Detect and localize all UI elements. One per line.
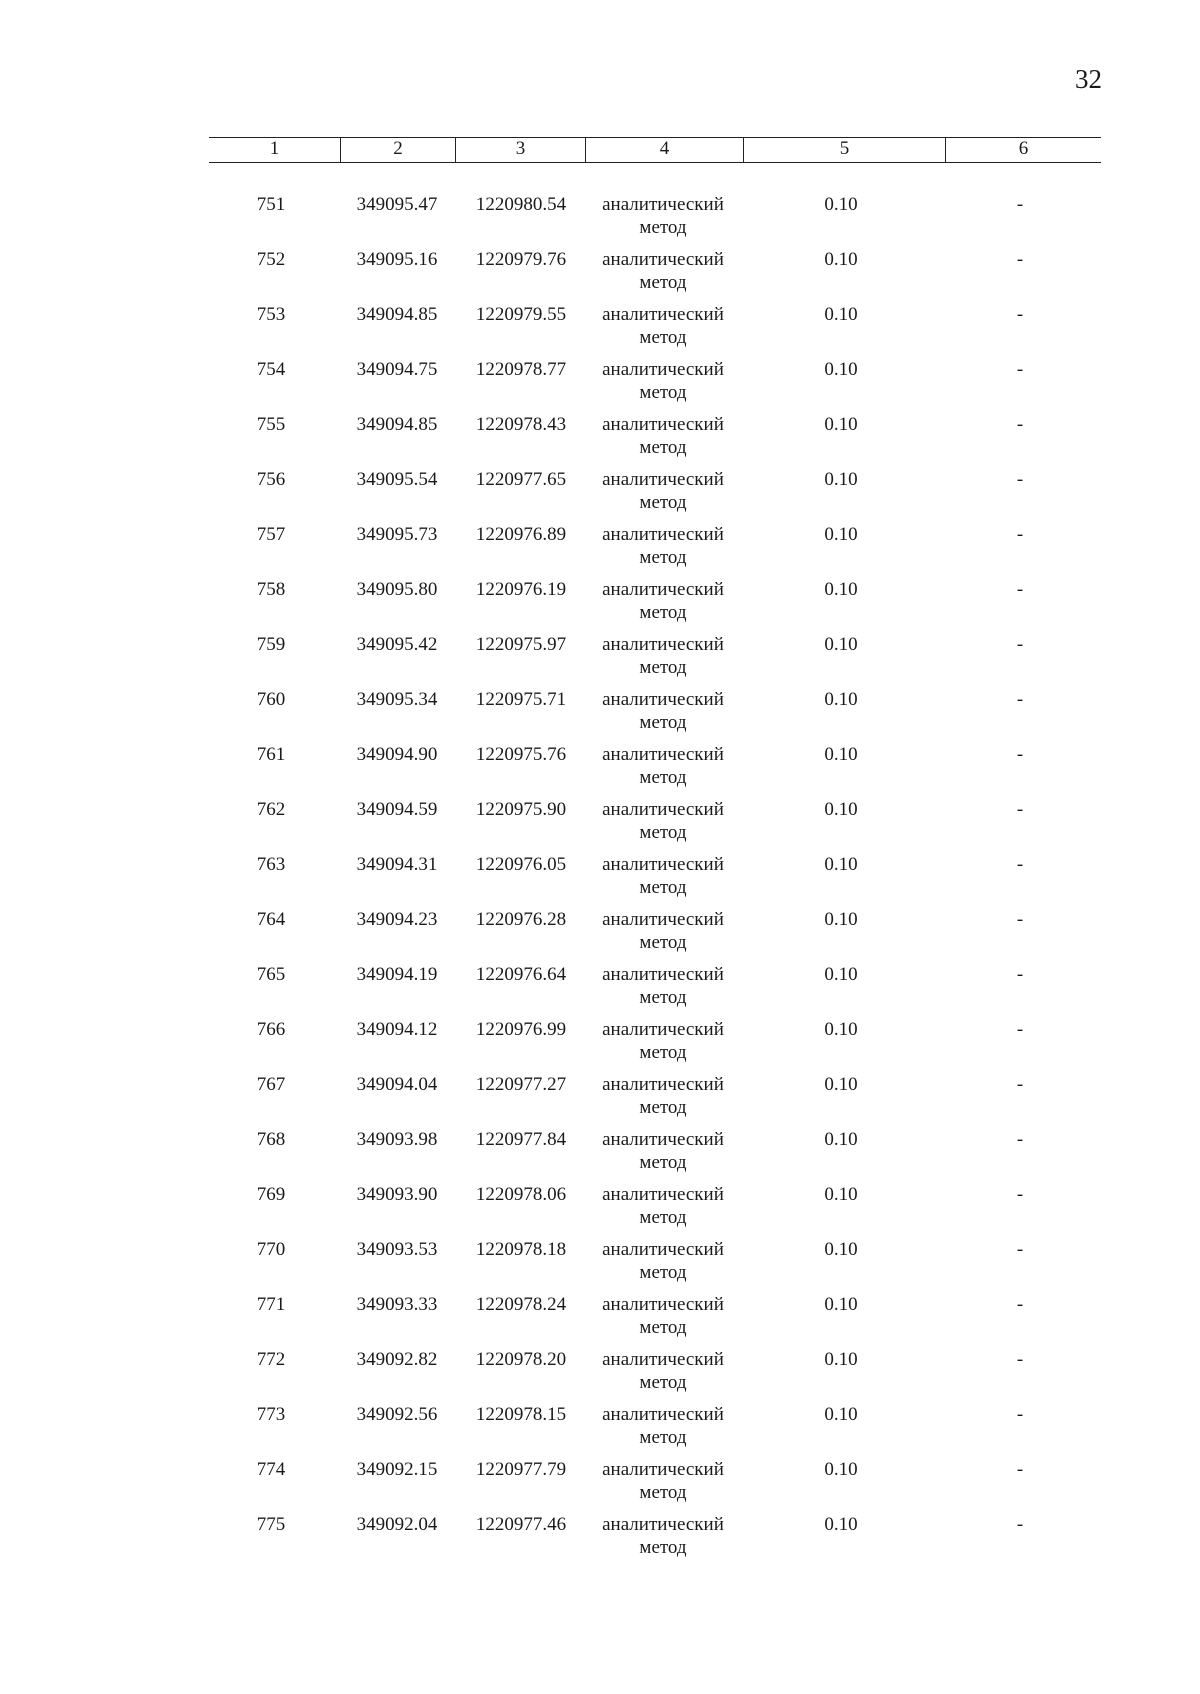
method-cell — [590, 798, 736, 844]
method-line-2: метод — [639, 327, 687, 348]
coordinate-y: 1220976.99 — [475, 1019, 567, 1040]
accuracy-value: 0.10 — [824, 414, 858, 435]
point-number: 767 — [256, 1074, 286, 1095]
accuracy-value: 0.10 — [824, 1074, 858, 1095]
method-line-2: метод — [639, 1372, 687, 1393]
empty-value-dash: - — [1016, 524, 1024, 545]
coordinate-y: 1220975.90 — [475, 799, 567, 820]
column-header-6: 6 — [1018, 138, 1029, 159]
empty-value-dash: - — [1016, 744, 1024, 765]
coordinate-y: 1220977.79 — [475, 1459, 567, 1480]
method-line-1: аналитический — [602, 964, 724, 985]
point-number: 758 — [256, 579, 286, 600]
accuracy-value: 0.10 — [824, 1184, 858, 1205]
accuracy-value: 0.10 — [824, 304, 858, 325]
table-row — [0, 303, 1200, 358]
empty-value-dash: - — [1016, 634, 1024, 655]
table-row — [0, 963, 1200, 1018]
accuracy-value: 0.10 — [824, 854, 858, 875]
empty-value-dash: - — [1016, 1129, 1024, 1150]
method-line-1: аналитический — [602, 524, 724, 545]
accuracy-value: 0.10 — [824, 634, 858, 655]
accuracy-value: 0.10 — [824, 1239, 858, 1260]
empty-value-dash: - — [1016, 1294, 1024, 1315]
coordinate-x: 349094.75 — [356, 359, 438, 380]
point-number: 766 — [256, 1019, 286, 1040]
empty-value-dash: - — [1016, 359, 1024, 380]
coordinate-x: 349093.90 — [356, 1184, 438, 1205]
method-line-2: метод — [639, 767, 687, 788]
accuracy-value: 0.10 — [824, 1294, 858, 1315]
column-header-2: 2 — [393, 138, 403, 159]
table-row — [0, 1458, 1200, 1513]
empty-value-dash: - — [1016, 854, 1024, 875]
table-row — [0, 1513, 1200, 1568]
coordinate-x: 349092.15 — [356, 1459, 438, 1480]
table-row — [0, 248, 1200, 303]
method-cell — [590, 468, 736, 514]
method-line-1: аналитический — [602, 689, 724, 710]
method-line-1: аналитический — [602, 1514, 724, 1535]
method-cell — [590, 248, 736, 294]
table-row — [0, 1238, 1200, 1293]
column-header-4: 4 — [659, 138, 670, 159]
method-line-2: метод — [639, 932, 687, 953]
method-cell — [590, 1183, 736, 1229]
method-line-2: метод — [639, 987, 687, 1008]
empty-value-dash: - — [1016, 414, 1024, 435]
empty-value-dash: - — [1016, 1459, 1024, 1480]
method-line-1: аналитический — [602, 744, 724, 765]
coordinate-y: 1220978.77 — [475, 359, 567, 380]
method-cell — [590, 1238, 736, 1284]
method-line-2: метод — [639, 437, 687, 458]
table-row — [0, 358, 1200, 413]
coordinate-y: 1220976.89 — [475, 524, 567, 545]
empty-value-dash: - — [1016, 964, 1024, 985]
accuracy-value: 0.10 — [824, 1129, 858, 1150]
point-number: 774 — [256, 1459, 286, 1480]
method-line-2: метод — [639, 492, 687, 513]
page-number: 32 — [1075, 64, 1102, 94]
coordinate-x: 349092.56 — [356, 1404, 438, 1425]
table-row — [0, 743, 1200, 798]
method-line-2: метод — [639, 657, 687, 678]
method-line-1: аналитический — [602, 634, 724, 655]
method-line-2: метод — [639, 1262, 687, 1283]
method-line-2: метод — [639, 822, 687, 843]
point-number: 759 — [256, 634, 286, 655]
table-row — [0, 633, 1200, 688]
accuracy-value: 0.10 — [824, 689, 858, 710]
method-cell — [590, 193, 736, 239]
method-cell — [590, 1018, 736, 1064]
empty-value-dash: - — [1016, 1019, 1024, 1040]
point-number: 752 — [256, 249, 286, 270]
empty-value-dash: - — [1016, 194, 1024, 215]
coordinate-y: 1220978.24 — [475, 1294, 567, 1315]
point-number: 756 — [256, 469, 286, 490]
coordinate-y: 1220976.28 — [475, 909, 567, 930]
table-row — [0, 523, 1200, 578]
table-row — [0, 1128, 1200, 1183]
point-number: 770 — [256, 1239, 286, 1260]
method-line-1: аналитический — [602, 909, 724, 930]
table-row — [0, 853, 1200, 908]
coordinate-y: 1220976.64 — [475, 964, 567, 985]
method-line-1: аналитический — [602, 359, 724, 380]
coordinate-x: 349094.59 — [356, 799, 438, 820]
table-row — [0, 1348, 1200, 1403]
point-number: 754 — [256, 359, 286, 380]
method-cell — [590, 1348, 736, 1394]
point-number: 751 — [256, 194, 286, 215]
table-row — [0, 413, 1200, 468]
method-line-1: аналитический — [602, 854, 724, 875]
coordinate-x: 349095.16 — [356, 249, 438, 270]
method-cell — [590, 1513, 736, 1559]
coordinate-y: 1220980.54 — [475, 194, 567, 215]
column-header-5: 5 — [839, 138, 850, 159]
table-row — [0, 798, 1200, 853]
column-header-1: 1 — [269, 138, 280, 159]
empty-value-dash: - — [1016, 1239, 1024, 1260]
method-line-2: метод — [639, 1537, 687, 1558]
accuracy-value: 0.10 — [824, 799, 858, 820]
table-row — [0, 468, 1200, 523]
coordinate-y: 1220977.46 — [475, 1514, 567, 1535]
method-line-1: аналитический — [602, 469, 724, 490]
method-cell — [590, 963, 736, 1009]
accuracy-value: 0.10 — [824, 524, 858, 545]
point-number: 771 — [256, 1294, 286, 1315]
method-line-1: аналитический — [602, 799, 724, 820]
empty-value-dash: - — [1016, 1184, 1024, 1205]
coordinate-x: 349095.47 — [356, 194, 438, 215]
table-row — [0, 1183, 1200, 1238]
coordinate-x: 349093.98 — [356, 1129, 438, 1150]
method-cell — [590, 358, 736, 404]
method-line-2: метод — [639, 602, 687, 623]
method-line-1: аналитический — [602, 414, 724, 435]
method-cell — [590, 578, 736, 624]
coordinate-y: 1220978.43 — [475, 414, 567, 435]
coordinate-y: 1220979.55 — [475, 304, 567, 325]
method-line-1: аналитический — [602, 1349, 724, 1370]
empty-value-dash: - — [1016, 799, 1024, 820]
accuracy-value: 0.10 — [824, 1019, 858, 1040]
point-number: 764 — [256, 909, 286, 930]
empty-value-dash: - — [1016, 1349, 1024, 1370]
method-line-2: метод — [639, 1207, 687, 1228]
coordinate-x: 349093.33 — [356, 1294, 438, 1315]
method-line-2: метод — [639, 1482, 687, 1503]
point-number: 761 — [256, 744, 286, 765]
table-row — [0, 1403, 1200, 1458]
accuracy-value: 0.10 — [824, 1349, 858, 1370]
table-row — [0, 578, 1200, 633]
method-line-1: аналитический — [602, 304, 724, 325]
method-line-1: аналитический — [602, 1294, 724, 1315]
method-line-2: метод — [639, 217, 687, 238]
accuracy-value: 0.10 — [824, 1404, 858, 1425]
method-cell — [590, 633, 736, 679]
method-cell — [590, 303, 736, 349]
table-row — [0, 908, 1200, 963]
method-line-1: аналитический — [602, 1459, 724, 1480]
coordinate-x: 349094.31 — [356, 854, 438, 875]
empty-value-dash: - — [1016, 1514, 1024, 1535]
method-cell — [590, 413, 736, 459]
coordinate-y: 1220977.84 — [475, 1129, 567, 1150]
method-cell — [590, 688, 736, 734]
accuracy-value: 0.10 — [824, 249, 858, 270]
method-line-1: аналитический — [602, 1184, 724, 1205]
method-line-1: аналитический — [602, 1404, 724, 1425]
method-line-2: метод — [639, 1317, 687, 1338]
method-line-2: метод — [639, 712, 687, 733]
accuracy-value: 0.10 — [824, 964, 858, 985]
coordinate-x: 349094.12 — [356, 1019, 438, 1040]
method-line-1: аналитический — [602, 1239, 724, 1260]
coordinate-y: 1220978.18 — [475, 1239, 567, 1260]
method-cell — [590, 1293, 736, 1339]
accuracy-value: 0.10 — [824, 579, 858, 600]
point-number: 763 — [256, 854, 286, 875]
coordinate-y: 1220976.05 — [475, 854, 567, 875]
method-cell — [590, 853, 736, 899]
column-header-3: 3 — [515, 138, 526, 159]
method-cell — [590, 1403, 736, 1449]
coordinate-x: 349094.23 — [356, 909, 438, 930]
table-row — [0, 1293, 1200, 1348]
accuracy-value: 0.10 — [824, 359, 858, 380]
coordinate-x: 349094.90 — [356, 744, 438, 765]
accuracy-value: 0.10 — [824, 744, 858, 765]
coordinate-x: 349095.54 — [356, 469, 438, 490]
accuracy-value: 0.10 — [824, 469, 858, 490]
point-number: 775 — [256, 1514, 286, 1535]
coordinate-y: 1220977.65 — [475, 469, 567, 490]
coordinate-y: 1220976.19 — [475, 579, 567, 600]
point-number: 772 — [256, 1349, 286, 1370]
point-number: 755 — [256, 414, 286, 435]
point-number: 757 — [256, 524, 286, 545]
method-line-2: метод — [639, 547, 687, 568]
method-line-2: метод — [639, 1042, 687, 1063]
table-row — [0, 688, 1200, 743]
method-line-1: аналитический — [602, 1074, 724, 1095]
coordinate-y: 1220977.27 — [475, 1074, 567, 1095]
coordinate-x: 349093.53 — [356, 1239, 438, 1260]
method-line-1: аналитический — [602, 579, 724, 600]
table-row — [0, 1018, 1200, 1073]
coordinate-x: 349094.04 — [356, 1074, 438, 1095]
coordinate-x: 349092.82 — [356, 1349, 438, 1370]
empty-value-dash: - — [1016, 1074, 1024, 1095]
empty-value-dash: - — [1016, 689, 1024, 710]
method-line-2: метод — [639, 272, 687, 293]
method-line-1: аналитический — [602, 1019, 724, 1040]
coordinate-x: 349095.73 — [356, 524, 438, 545]
method-cell — [590, 523, 736, 569]
coordinate-y: 1220978.15 — [475, 1404, 567, 1425]
accuracy-value: 0.10 — [824, 1459, 858, 1480]
point-number: 769 — [256, 1184, 286, 1205]
point-number: 773 — [256, 1404, 286, 1425]
method-line-2: метод — [639, 1152, 687, 1173]
method-cell — [590, 908, 736, 954]
empty-value-dash: - — [1016, 909, 1024, 930]
coordinate-x: 349094.85 — [356, 414, 438, 435]
coordinate-x: 349095.34 — [356, 689, 438, 710]
coordinate-y: 1220975.71 — [475, 689, 567, 710]
empty-value-dash: - — [1016, 304, 1024, 325]
accuracy-value: 0.10 — [824, 909, 858, 930]
accuracy-value: 0.10 — [824, 194, 858, 215]
method-cell — [590, 1458, 736, 1504]
method-cell — [590, 1073, 736, 1119]
coordinate-x: 349094.19 — [356, 964, 438, 985]
table-row — [0, 193, 1200, 248]
coordinate-y: 1220978.20 — [475, 1349, 567, 1370]
coordinate-x: 349094.85 — [356, 304, 438, 325]
method-line-1: аналитический — [602, 194, 724, 215]
table-row — [0, 1073, 1200, 1128]
coordinate-y: 1220978.06 — [475, 1184, 567, 1205]
empty-value-dash: - — [1016, 249, 1024, 270]
method-line-1: аналитический — [602, 1129, 724, 1150]
point-number: 768 — [256, 1129, 286, 1150]
method-cell — [590, 743, 736, 789]
point-number: 765 — [256, 964, 286, 985]
empty-value-dash: - — [1016, 469, 1024, 490]
point-number: 760 — [256, 689, 286, 710]
method-line-2: метод — [639, 382, 687, 403]
coordinate-y: 1220975.97 — [475, 634, 567, 655]
empty-value-dash: - — [1016, 579, 1024, 600]
method-line-1: аналитический — [602, 249, 724, 270]
table-header — [209, 137, 1101, 163]
empty-value-dash: - — [1016, 1404, 1024, 1425]
coordinate-x: 349092.04 — [356, 1514, 438, 1535]
method-line-2: метод — [639, 1097, 687, 1118]
method-cell — [590, 1128, 736, 1174]
coordinate-y: 1220975.76 — [475, 744, 567, 765]
point-number: 762 — [256, 799, 286, 820]
coordinate-x: 349095.80 — [356, 579, 438, 600]
method-line-2: метод — [639, 1427, 687, 1448]
accuracy-value: 0.10 — [824, 1514, 858, 1535]
method-line-2: метод — [639, 877, 687, 898]
coordinate-x: 349095.42 — [356, 634, 438, 655]
point-number: 753 — [256, 304, 286, 325]
coordinate-y: 1220979.76 — [475, 249, 567, 270]
